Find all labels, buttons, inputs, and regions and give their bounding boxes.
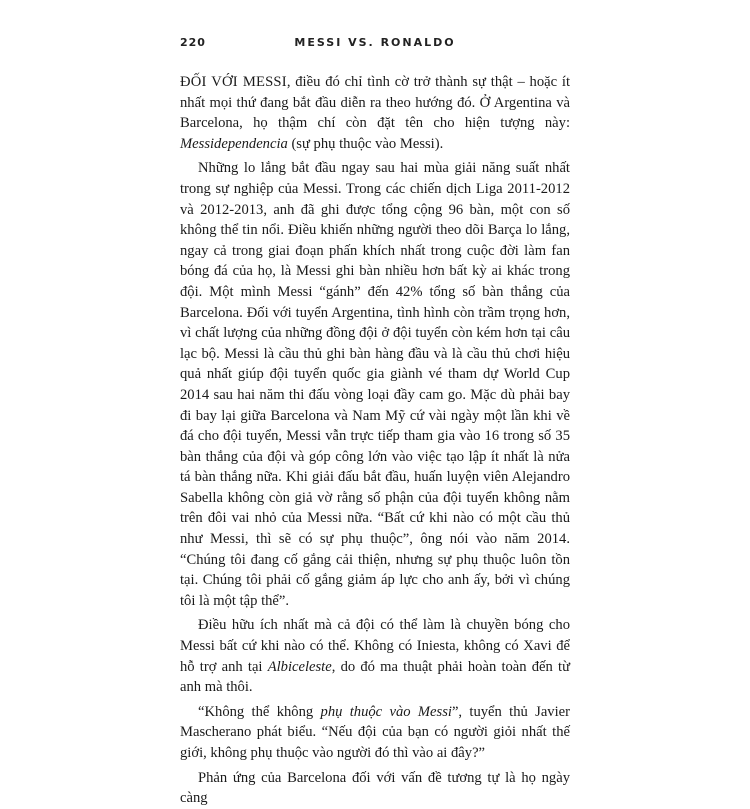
- paragraph-4-text-b: ”, tuyển thủ Javier Mascherano phát biểu. “Nếu đội của bạn có người giỏi nhất thế giới, không phụ thuộc vào người đó thì vào ai đây?”: [180, 703, 570, 761]
- paragraph-3: [180, 615, 570, 697]
- paragraph-4: [180, 702, 570, 764]
- paragraph-5: Phản ứng của Barcelona đối với vấn đề tương tự là họ ngày càng: [180, 769, 570, 807]
- page-header: [180, 36, 570, 56]
- term-phu-thuoc: phụ thuộc vào Messi: [320, 703, 452, 720]
- paragraph-1: [180, 72, 570, 154]
- term-albiceleste: Albiceleste: [267, 658, 332, 675]
- running-head: MESSI VS. RONALDO: [294, 36, 456, 49]
- paragraph-1-text-b: (sự phụ thuộc vào Messi).: [287, 135, 444, 152]
- paragraph-4-text-a: “Không thể không: [198, 703, 321, 720]
- paragraph-3-text-a: Điều hữu ích nhất mà cả đội có thể làm là chuyền bóng cho Messi bất cứ khi nào có thể. Không có Iniesta, không có Xavi để hỗ trợ anh tại: [180, 617, 570, 675]
- page-number: 220: [180, 36, 206, 49]
- body-text: [180, 72, 570, 809]
- paragraph-3-text-b: , do đó ma thuật phải hoàn toàn đến từ anh mà thôi.: [180, 658, 570, 696]
- paragraph-2: Những lo lắng bắt đầu ngay sau hai mùa giải năng suất nhất trong sự nghiệp của Messi. Trong các chiến dịch Liga 2011-2012 và 2012-2013, anh đã ghi được tổng cộng 96 bàn, một con số không thể tin nổi. Điều khiến những người theo dõi Barça lo lắng, ngay cả trong giai đoạn phấn khích nhất trong cuộc đời làm fan bóng đá của họ, là Messi ghi bàn nhiều hơn bất kỳ ai khác trong đội. Một mình Messi “gánh” đến 42% tổng số bàn thắng của Barcelona. Đối với tuyển Argentina, tình hình còn trầm trọng hơn, vì chất lượng của những đồng đội ở đội tuyển còn kém hơn tại câu lạc bộ. Messi là cầu thủ ghi bàn hàng đầu và là cầu thủ chơi hiệu quả nhất giúp đội tuyển quốc gia giành vé tham dự World Cup 2014 sau hai năm thi đấu vòng loại đầy cam go. Mặc dù phải bay đi bay lại giữa Barcelona và Nam Mỹ cứ vài ngày một lần khi về đá cho đội tuyển, Messi vẫn trực tiếp tham gia vào 16 trong số 35 bàn thắng của đội và góp công lớn vào việc tạo lập ít nhất là nửa tá bàn thắng nữa. Khi giải đấu bắt đầu, huấn luyện viên Alejandro Sabella không còn giả vờ rằng số phận của đội tuyển không nằm trên đôi vai nhỏ của Messi nữa. “Bất cứ khi nào có một cầu thủ như Messi, thì sẽ có sự phụ thuộc”, ông nói vào năm 2014. “Chúng tôi đang cố gắng cải thiện, nhưng sự phụ thuộc luôn tồn tại. Chúng tôi phải cố gắng giảm áp lực cho anh ấy, bởi vì chúng tôi là một tập thể”.: [180, 160, 570, 609]
- chapter-lead-in: ĐỐI VỚI MESSI: [180, 74, 287, 90]
- term-messidependencia: Messidependencia: [180, 135, 288, 152]
- paragraph-1-text-a: , điều đó chỉ tình cờ trở thành sự thật – hoặc ít nhất mọi thứ đang bắt đầu diễn ra theo hướng đó. Ở Argentina và Barcelona, họ thậm chí còn đặt tên cho hiện tượng này:: [180, 74, 571, 132]
